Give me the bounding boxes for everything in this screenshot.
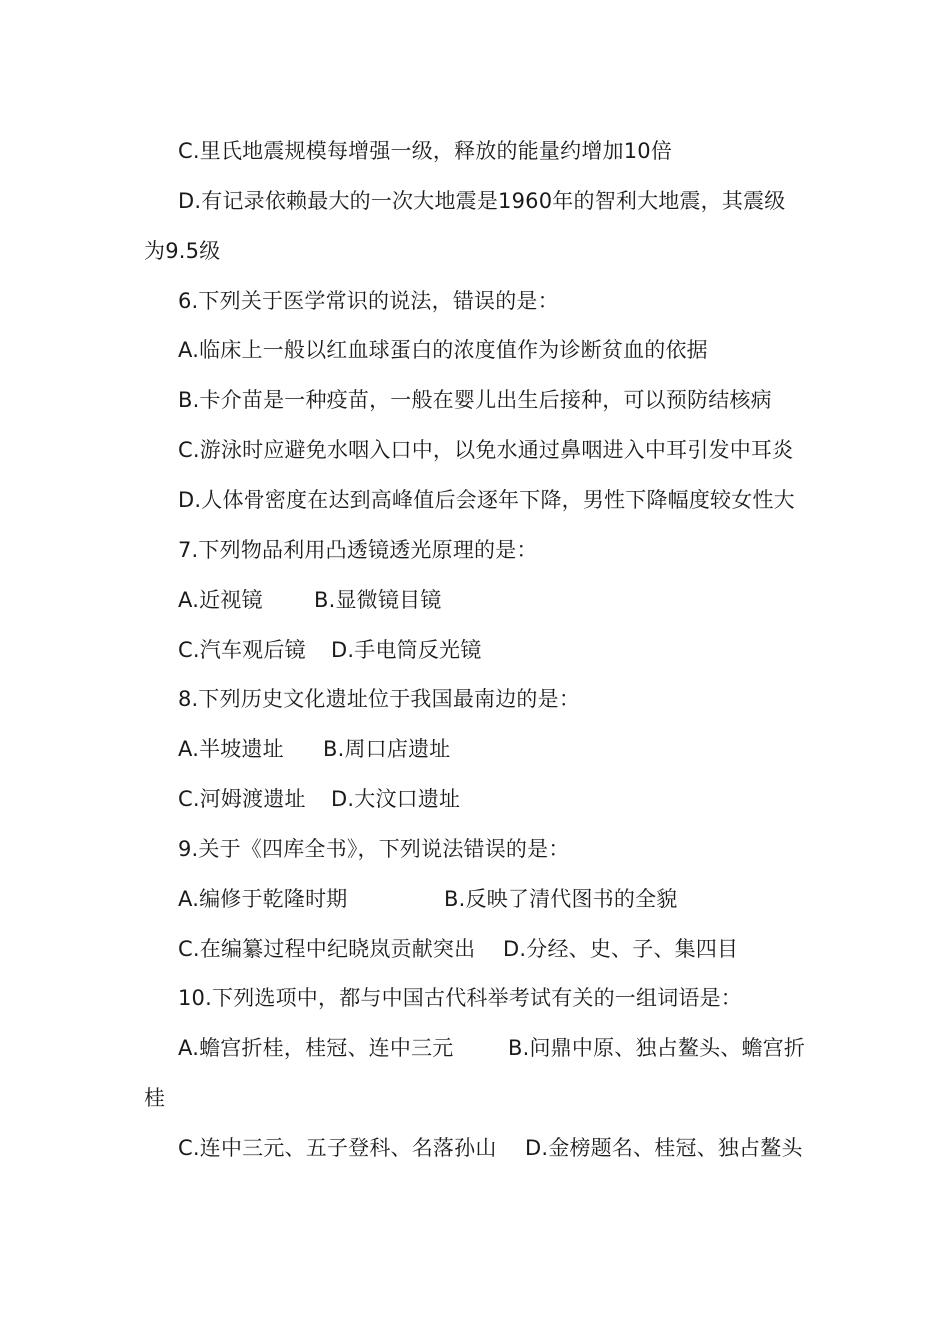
q10-stem: 10.下列选项中，都与中国古代科举考试有关的一组词语是： xyxy=(178,986,742,1010)
q6-option-a: A.临床上一般以红血球蛋白的浓度值作为诊断贫血的依据 xyxy=(178,338,708,362)
q10-option-d: D.金榜题名、桂冠、独占鳌头 xyxy=(525,1136,803,1160)
q8-option-a: A.半坡遗址 xyxy=(178,737,284,761)
q6-option-d: D.人体骨密度在达到高峰值后会逐年下降，男性下降幅度较女性大 xyxy=(178,488,795,512)
q7-stem: 7.下列物品利用凸透镜透光原理的是： xyxy=(178,538,538,562)
q7-option-d: D.手电筒反光镜 xyxy=(331,638,482,662)
q10-option-c: C.连中三元、五子登科、名落孙山 xyxy=(178,1136,497,1160)
q9-option-d: D.分经、史、子、集四目 xyxy=(503,937,739,961)
q5-option-d-continued: 为9.5级 xyxy=(144,239,221,263)
q6-stem: 6.下列关于医学常识的说法，错误的是： xyxy=(178,289,559,313)
q9-stem: 9.关于《四库全书》，下列说法错误的是： xyxy=(178,837,570,861)
q9-option-c: C.在编纂过程中纪晓岚贡献突出 xyxy=(178,937,476,961)
q8-option-d: D.大汶口遗址 xyxy=(331,787,461,811)
q8-stem: 8.下列历史文化遗址位于我国最南边的是： xyxy=(178,687,581,711)
q5-option-c: C.里氏地震规模每增强一级，释放的能量约增加10倍 xyxy=(178,139,673,163)
q10-option-a: A.蟾宫折桂，桂冠、连中三元 xyxy=(178,1036,454,1060)
q9-option-b: B.反映了清代图书的全貌 xyxy=(444,887,678,911)
q9-option-a: A.编修于乾隆时期 xyxy=(178,887,348,911)
q6-option-b: B.卡介苗是一种疫苗，一般在婴儿出生后接种，可以预防结核病 xyxy=(178,388,772,412)
q6-option-c: C.游泳时应避免水咽入口中，以免水通过鼻咽进入中耳引发中耳炎 xyxy=(178,438,794,462)
q5-option-d: D.有记录依赖最大的一次大地震是1960年的智利大地震，其震级 xyxy=(178,189,786,213)
q7-option-a: A.近视镜 xyxy=(178,588,263,612)
q10-option-b: B.问鼎中原、独占鳌头、蟾宫折 xyxy=(508,1036,806,1060)
q8-option-c: C.河姆渡遗址 xyxy=(178,787,306,811)
q7-option-c: C.汽车观后镜 xyxy=(178,638,306,662)
q7-option-b: B.显微镜目镜 xyxy=(314,588,442,612)
q8-option-b: B.周口店遗址 xyxy=(323,737,451,761)
q10-option-b-continued: 桂 xyxy=(144,1086,166,1110)
